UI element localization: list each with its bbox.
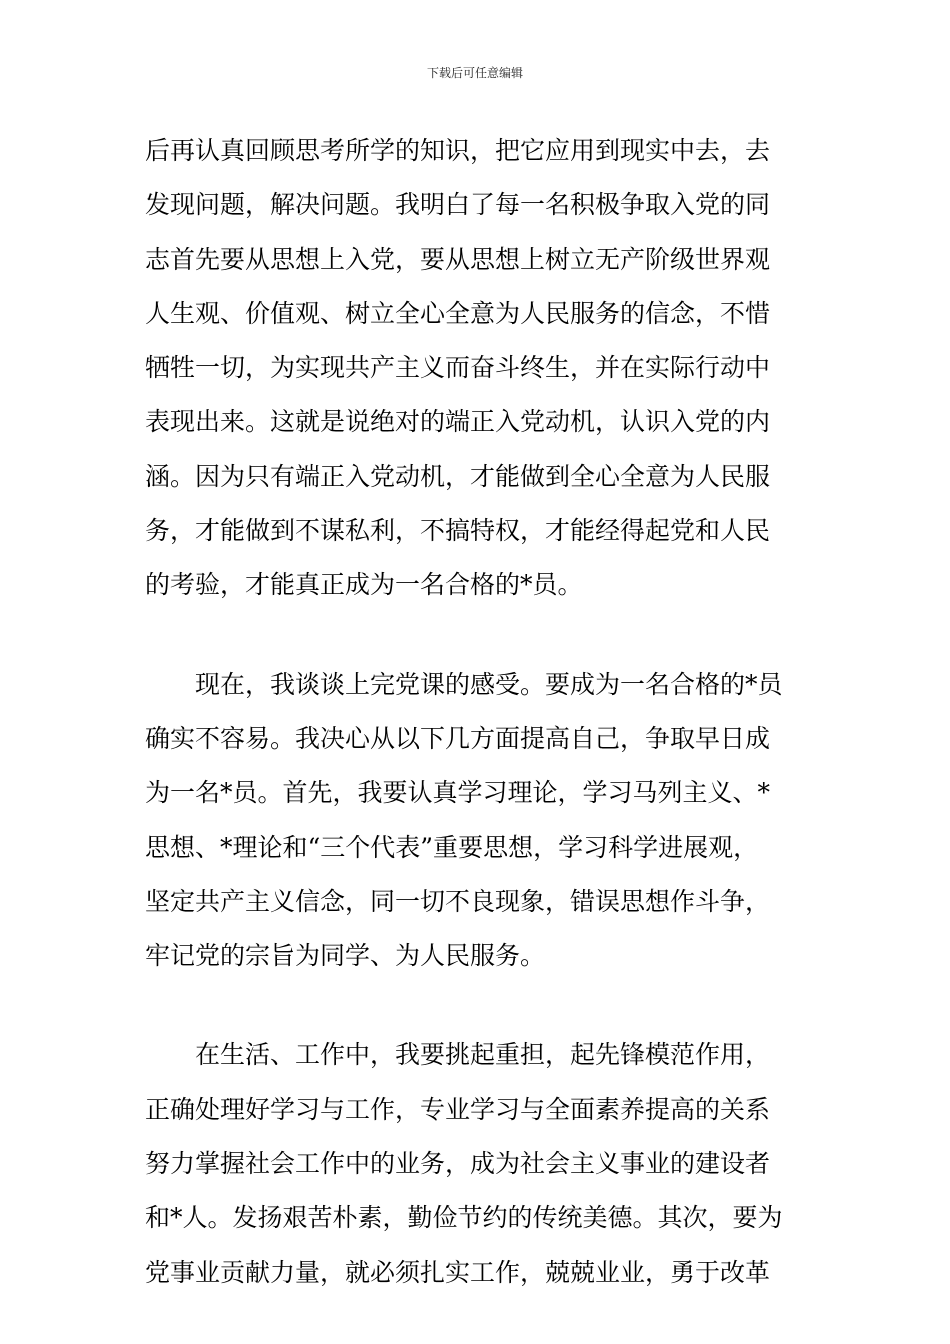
- text-line: 思想、*理论和“三个代表”重要思想，学习科学进展观，: [145, 832, 759, 862]
- paragraph-spacer: [145, 613, 810, 658]
- page-header: 下载后可任意编辑: [426, 66, 523, 80]
- paragraph-3: [145, 1028, 810, 1299]
- text-line: 牢记党的宗旨为同学、为人民服务。: [145, 941, 546, 971]
- text-line: 务，才能做到不谋私利，不搞特权，才能经得起党和人民: [145, 516, 771, 546]
- text-line: 的考验，才能真正成为一名合格的*员。: [145, 570, 583, 600]
- text-line: 为一名*员。首先，我要认真学习理论，学习马列主义、*: [145, 778, 771, 808]
- text-line: 坚定共产主义信念，同一切不良现象，错误思想作斗争，: [145, 886, 771, 916]
- text-line: 努力掌握社会工作中的业务，成为社会主义事业的建设者: [145, 1149, 771, 1179]
- text-line: 和*人。发扬艰苦朴素，勤俭节约的传统美德。其次，要为: [145, 1203, 783, 1233]
- text-line: 发现问题，解决问题。我明白了每一名积极争取入党的同: [145, 190, 771, 220]
- text-line: 人生观、价值观、树立全心全意为人民服务的信念，不惜: [145, 298, 771, 328]
- paragraph-spacer: [145, 983, 810, 1028]
- text-line: 确实不容易。我决心从以下几方面提高自己，争取早日成: [145, 723, 771, 753]
- text-line: 现在，我谈谈上完党课的感受。要成为一名合格的*员: [195, 669, 783, 699]
- text-line: 涵。因为只有端正入党动机，才能做到全心全意为人民服: [145, 461, 771, 491]
- text-line: 正确处理好学习与工作，专业学习与全面素养提高的关系: [145, 1094, 771, 1124]
- document-body: [145, 124, 810, 1300]
- paragraph-2: [145, 658, 810, 984]
- text-line: 后再认真回顾思考所学的知识，把它应用到现实中去，去: [145, 136, 771, 165]
- text-line: 志首先要从思想上入党，要从思想上树立无产阶级世界观: [145, 244, 771, 274]
- text-line: 在生活、工作中，我要挑起重担，起先锋模范作用，: [195, 1040, 771, 1070]
- text-line: 表现出来。这就是说绝对的端正入党动机，认识入党的内: [145, 407, 771, 437]
- text-line: 党事业贡献力量，就必须扎实工作，兢兢业业，勇于改革: [145, 1257, 771, 1287]
- paragraph-1: [145, 124, 810, 613]
- text-line: 牺牲一切，为实现共产主义而奋斗终生，并在实际行动中: [145, 353, 771, 383]
